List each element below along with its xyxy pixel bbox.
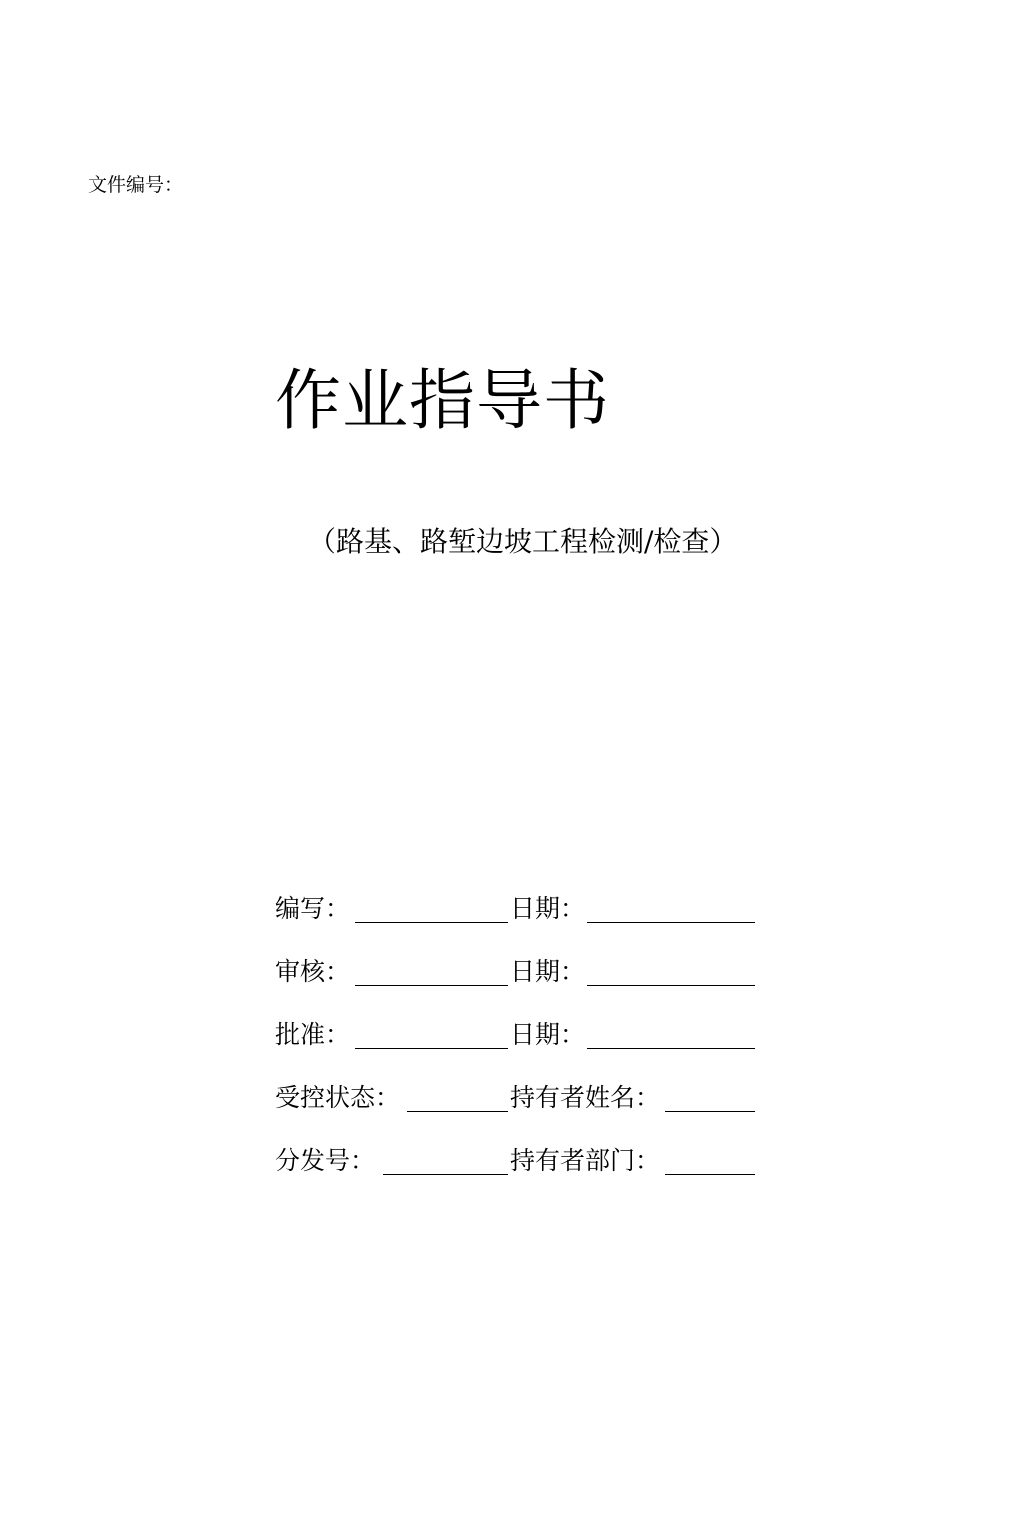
author-date-label: 日期：: [510, 894, 586, 923]
document-title: 作业指导书: [275, 362, 610, 439]
distribution-number-label: 分发号：: [275, 1146, 376, 1175]
approver-label: 批准：: [275, 1020, 351, 1049]
author-label: 编写：: [275, 894, 351, 923]
holder-department-label: 持有者部门：: [510, 1146, 661, 1175]
reviewer-label: 审核：: [275, 957, 351, 986]
signoff-row-approver: [275, 1018, 755, 1052]
control-status-blank-line: [407, 1111, 508, 1112]
approver-date-label: 日期：: [510, 1020, 586, 1049]
signoff-row-reviewer: [275, 955, 755, 989]
document-subtitle: （路基、路堑边坡工程检测/检查）: [308, 525, 738, 558]
distribution-number-blank-line: [383, 1174, 508, 1175]
reviewer-blank-line: [355, 985, 508, 986]
signoff-row-distribution: [275, 1144, 755, 1178]
holder-name-blank-line: [665, 1111, 755, 1112]
holder-department-blank-line: [665, 1174, 755, 1175]
document-number-label: 文件编号：: [88, 174, 184, 196]
control-status-label: 受控状态：: [275, 1083, 401, 1112]
reviewer-date-blank-line: [587, 985, 755, 986]
author-date-blank-line: [587, 922, 755, 923]
signoff-row-control-status: [275, 1081, 755, 1115]
signoff-block: [275, 892, 755, 1207]
signoff-row-author: [275, 892, 755, 926]
reviewer-date-label: 日期：: [510, 957, 586, 986]
approver-date-blank-line: [587, 1048, 755, 1049]
holder-name-label: 持有者姓名：: [510, 1083, 661, 1112]
author-blank-line: [355, 922, 508, 923]
approver-blank-line: [355, 1048, 508, 1049]
